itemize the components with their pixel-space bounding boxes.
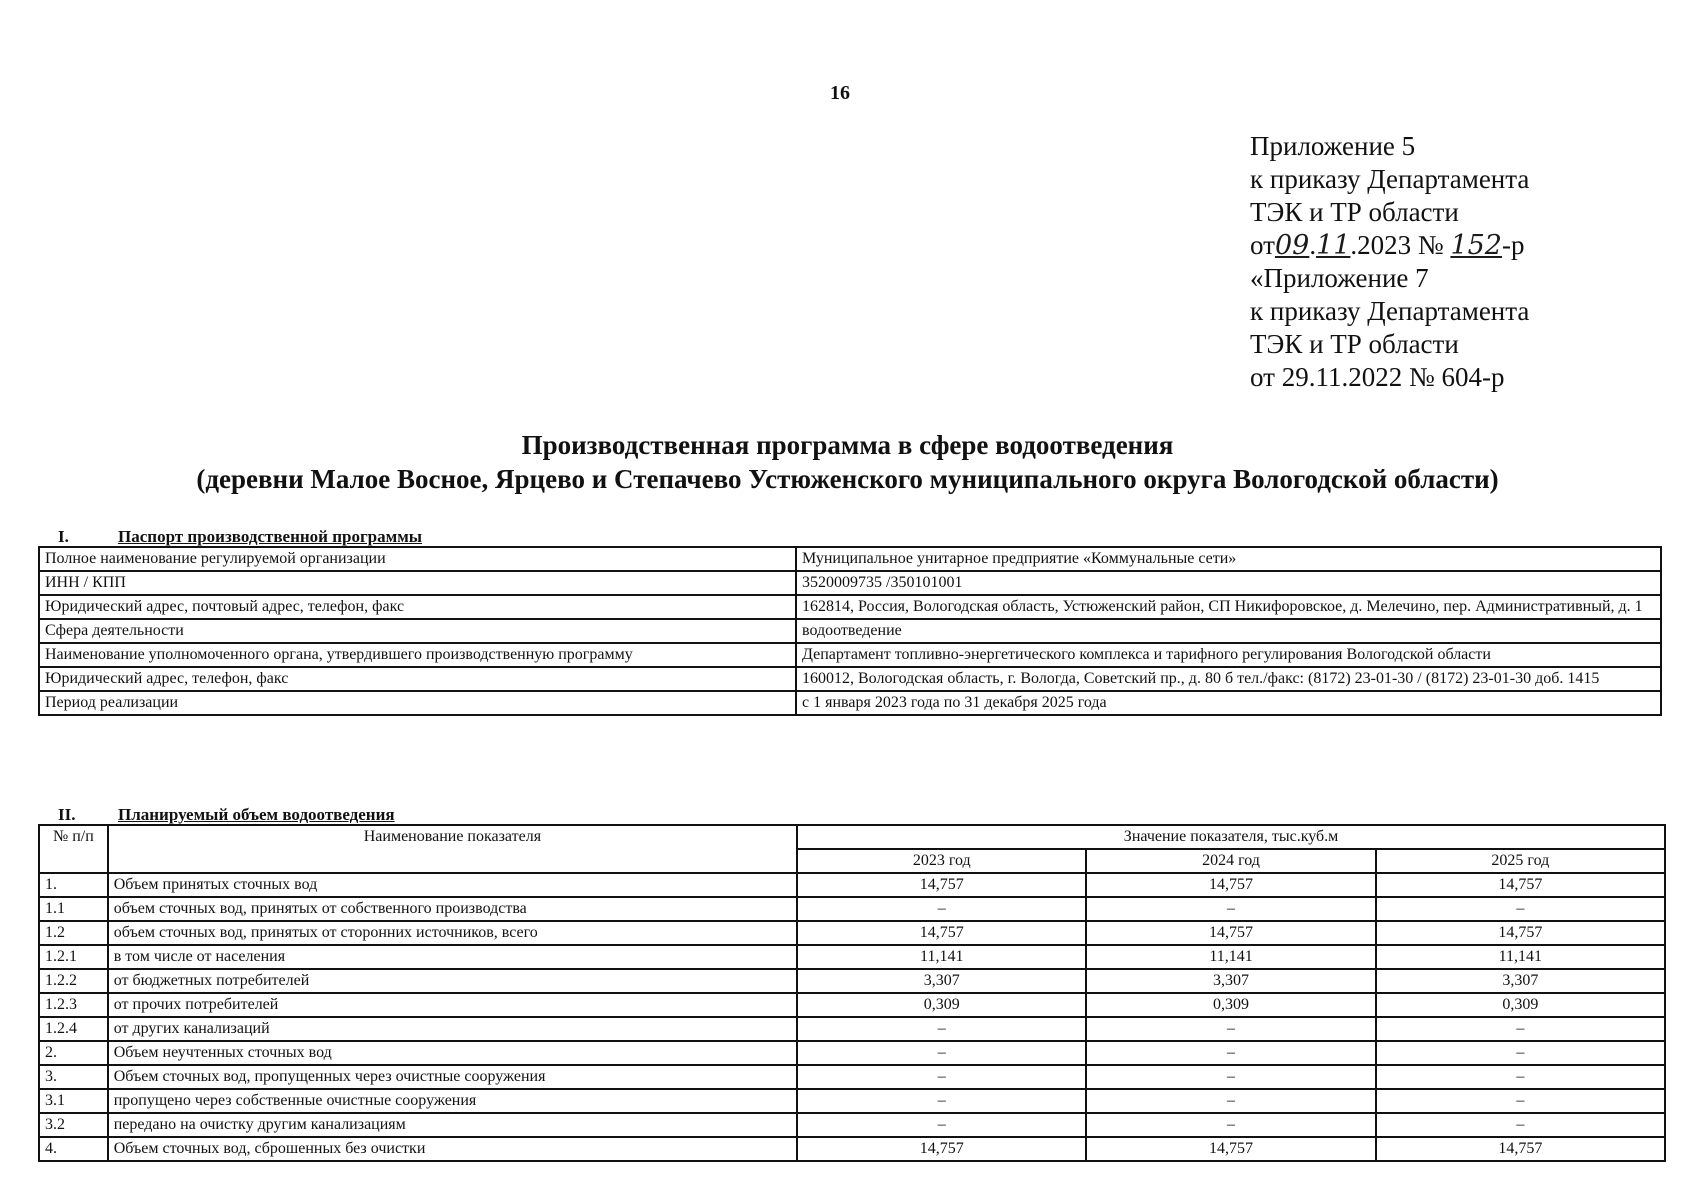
indicator-name: пропущено через собственные очистные сооружения [108, 1089, 797, 1113]
section-1-title [58, 527, 422, 547]
indicator-value: – [1376, 1065, 1665, 1089]
indicator-value: 14,757 [797, 873, 1086, 897]
passport-table [38, 546, 1662, 716]
table-row [39, 571, 1661, 595]
table-row [39, 1137, 1665, 1161]
table-row [39, 547, 1661, 571]
page-number: 16 [830, 82, 850, 104]
header-num: № п/п [39, 825, 108, 873]
table-row [39, 969, 1665, 993]
header-year: 2024 год [1086, 849, 1375, 873]
indicator-value: 14,757 [1376, 873, 1665, 897]
table-row [39, 945, 1665, 969]
passport-value: с 1 января 2023 года по 31 декабря 2025 года [796, 691, 1661, 715]
indicator-value: 0,309 [797, 993, 1086, 1017]
handwritten-month: 11 [1316, 230, 1351, 261]
indicator-value: 11,141 [797, 945, 1086, 969]
passport-value: Муниципальное унитарное предприятие «Коммунальные сети» [796, 547, 1661, 571]
document-title [0, 428, 1695, 496]
table-row [39, 1017, 1665, 1041]
indicator-value: – [1086, 1041, 1375, 1065]
passport-label: Полное наименование регулируемой организации [39, 547, 796, 571]
table-row [39, 643, 1661, 667]
row-number: 1.2.4 [39, 1017, 108, 1041]
table-row [39, 1065, 1665, 1089]
section-2-title [58, 805, 395, 825]
section-number: I. [58, 527, 69, 546]
table-row [39, 1113, 1665, 1137]
table-row [39, 691, 1661, 715]
table-header-row [39, 825, 1665, 849]
indicator-value: – [1086, 1089, 1375, 1113]
indicator-value: 0,309 [1376, 993, 1665, 1017]
passport-label: Период реализации [39, 691, 796, 715]
indicator-value: 14,757 [797, 921, 1086, 945]
row-number: 1.2.2 [39, 969, 108, 993]
indicator-name: объем сточных вод, принятых от собственного производства [108, 897, 797, 921]
title-line-1: Производственная программа в сфере водоотведения [521, 430, 1174, 460]
indicator-value: 14,757 [1086, 921, 1375, 945]
row-number: 1.2 [39, 921, 108, 945]
row-number: 1.2.3 [39, 993, 108, 1017]
appendix-block [1250, 130, 1529, 394]
header-year: 2023 год [797, 849, 1086, 873]
table-row [39, 873, 1665, 897]
order-dot: . [1309, 230, 1317, 260]
indicator-value: – [797, 1017, 1086, 1041]
passport-label: Наименование уполномоченного органа, утвердившего производственную программу [39, 643, 796, 667]
row-number: 3.2 [39, 1113, 108, 1137]
table-row [39, 1089, 1665, 1113]
indicator-value: – [1376, 1017, 1665, 1041]
passport-value: 160012, Вологодская область, г. Вологда, Советский пр., д. 80 б тел./факс: (8172) 23-01-30 / (8172) 23-01-30 доб. 1415 [796, 667, 1661, 691]
indicator-value: – [797, 1113, 1086, 1137]
appendix-line: ТЭК и ТР области [1250, 197, 1459, 227]
indicator-value: – [1376, 897, 1665, 921]
passport-label: Юридический адрес, почтовый адрес, телефон, факс [39, 595, 796, 619]
title-line-2: (деревни Малое Восное, Ярцево и Степачево Устюженского муниципального округа Вологодской области) [196, 464, 1499, 494]
passport-label: Сфера деятельности [39, 619, 796, 643]
row-number: 3. [39, 1065, 108, 1089]
indicator-value: 3,307 [797, 969, 1086, 993]
order-suffix: -р [1501, 230, 1525, 260]
table-row [39, 1041, 1665, 1065]
indicator-name: от других канализаций [108, 1017, 797, 1041]
indicator-value: 14,757 [1376, 1137, 1665, 1161]
header-year: 2025 год [1376, 849, 1665, 873]
appendix-line: к приказу Департамента [1250, 164, 1530, 194]
indicator-value: 14,757 [797, 1137, 1086, 1161]
indicator-value: – [1376, 1089, 1665, 1113]
appendix-line: от 29.11.2022 № 604-р [1250, 362, 1505, 392]
passport-value: водоотведение [796, 619, 1661, 643]
indicator-name: Объем сточных вод, сброшенных без очистки [108, 1137, 797, 1161]
section-heading: Паспорт производственной программы [118, 527, 423, 546]
passport-value: 162814, Россия, Вологодская область, Устюженский район, СП Никифоровское, д. Мелечино, пер. Административный, д. 1 [796, 595, 1661, 619]
row-number: 4. [39, 1137, 108, 1161]
indicator-value: – [797, 1041, 1086, 1065]
row-number: 2. [39, 1041, 108, 1065]
appendix-line: «Приложение 7 [1250, 263, 1429, 293]
handwritten-day: 09 [1274, 230, 1310, 261]
handwritten-number: 152 [1450, 230, 1502, 261]
indicator-value: – [1376, 1113, 1665, 1137]
section-number: II. [58, 805, 76, 824]
indicator-value: 14,757 [1086, 1137, 1375, 1161]
table-row [39, 595, 1661, 619]
section-heading: Планируемый объем водоотведения [118, 805, 395, 824]
appendix-order-date-line [1250, 229, 1529, 262]
volume-table [38, 824, 1666, 1162]
indicator-value: 3,307 [1376, 969, 1665, 993]
indicator-value: – [797, 897, 1086, 921]
indicator-name: Объем принятых сточных вод [108, 873, 797, 897]
row-number: 1.1 [39, 897, 108, 921]
indicator-value: 0,309 [1086, 993, 1375, 1017]
indicator-value: 11,141 [1086, 945, 1375, 969]
indicator-name: объем сточных вод, принятых от сторонних источников, всего [108, 921, 797, 945]
indicator-value: – [1086, 1113, 1375, 1137]
passport-value: 3520009735 /350101001 [796, 571, 1661, 595]
table-row [39, 993, 1665, 1017]
indicator-value: – [1086, 897, 1375, 921]
row-number: 1.2.1 [39, 945, 108, 969]
table-row [39, 921, 1665, 945]
indicator-value: – [797, 1065, 1086, 1089]
indicator-name: в том числе от населения [108, 945, 797, 969]
indicator-value: – [1376, 1041, 1665, 1065]
indicator-name: Объем неучтенных сточных вод [108, 1041, 797, 1065]
appendix-line: к приказу Департамента [1250, 296, 1530, 326]
appendix-line: ТЭК и ТР области [1250, 329, 1459, 359]
indicator-name: от прочих потребителей [108, 993, 797, 1017]
row-number: 3.1 [39, 1089, 108, 1113]
table-row [39, 667, 1661, 691]
indicator-name: передано на очистку другим канализациям [108, 1113, 797, 1137]
passport-value: Департамент топливно-энергетического комплекса и тарифного регулирования Вологодской области [796, 643, 1661, 667]
header-name: Наименование показателя [108, 825, 797, 873]
passport-label: Юридический адрес, телефон, факс [39, 667, 796, 691]
header-value-group: Значение показателя, тыс.куб.м [797, 825, 1665, 849]
indicator-name: от бюджетных потребителей [108, 969, 797, 993]
indicator-value: 3,307 [1086, 969, 1375, 993]
indicator-value: 11,141 [1376, 945, 1665, 969]
indicator-value: 14,757 [1376, 921, 1665, 945]
indicator-value: 14,757 [1086, 873, 1375, 897]
appendix-line: Приложение 5 [1250, 131, 1416, 161]
order-year: .2023 № [1350, 230, 1444, 260]
indicator-value: – [1086, 1017, 1375, 1041]
indicator-value: – [797, 1089, 1086, 1113]
indicator-value: – [1086, 1065, 1375, 1089]
table-row [39, 897, 1665, 921]
passport-label: ИНН / КПП [39, 571, 796, 595]
order-prefix: от [1250, 230, 1275, 260]
table-row [39, 619, 1661, 643]
indicator-name: Объем сточных вод, пропущенных через очистные сооружения [108, 1065, 797, 1089]
row-number: 1. [39, 873, 108, 897]
